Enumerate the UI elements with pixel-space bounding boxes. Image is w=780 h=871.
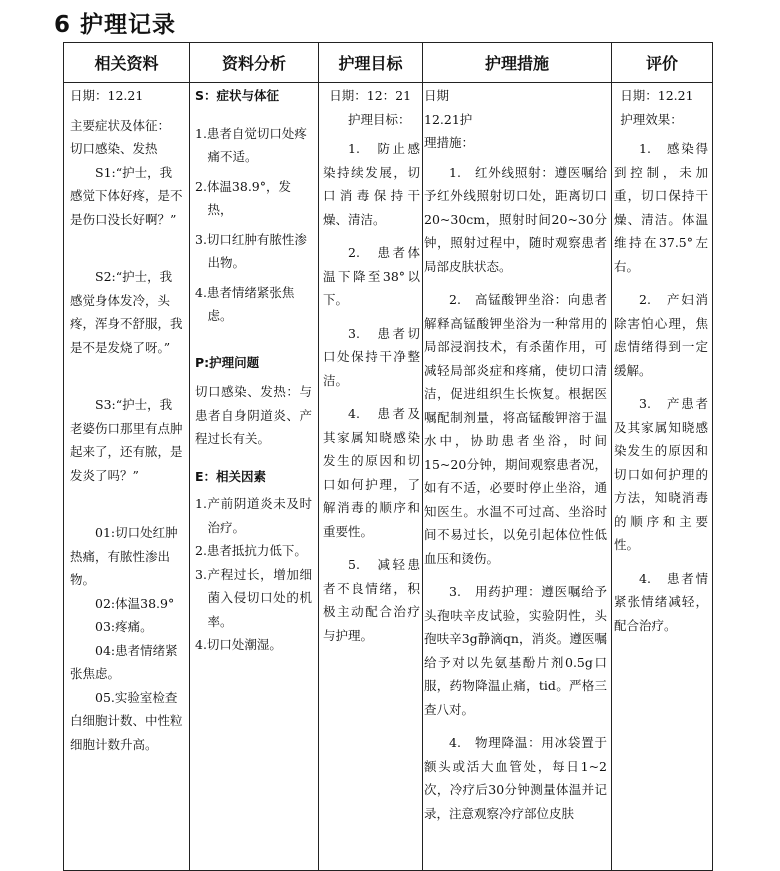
evaluation-item: 4. 患者情紧张情绪减轻，配合治疗。 [614,570,708,633]
factor-item: 1.产前阴道炎未及时治疗。 [195,496,312,535]
symptom-intro: 主要症状及体征： [70,117,171,133]
evaluation-item: 2. 产妇消除害怕心理，焦虑情绪得到一定缓解。 [614,292,708,378]
measures-heading: 理措施： [424,135,475,150]
table-row [64,83,713,871]
goal-item: 2. 患者体温下降至38°以下。 [323,245,420,307]
header-data-analysis: 资料分析 [190,43,319,83]
related-factors-heading: E：相关因素 [195,468,267,484]
cell-related-data [64,83,190,871]
analysis-item: 2.体温38.9°，发热， [195,178,292,217]
goal-date: 日期：12：21 [329,88,412,103]
header-related-data: 相关资料 [64,43,190,83]
objective-o1: 01:切口处红肿热痛，有脓性渗出物。 [70,525,178,587]
goal-item: 3. 患者切口处保持干净整洁。 [323,325,420,388]
page-title: 6 护理记录 [54,12,177,38]
goal-item: 1. 防止感染持续发展，切口消毒保持干燥、清洁。 [323,141,420,227]
objective-o3: 03:疼痛。 [95,619,153,634]
header-nursing-goal: 护理目标 [319,43,423,83]
factor-item: 4.切口处潮湿。 [195,637,282,652]
measure-item: 2. 高锰酸钾坐浴：向患者解释高锰酸钾坐浴为一种常用的局部浸润技术，有杀菌作用，可减轻局部炎症和疼痛，使切口清洁，促进组织生长恢复。根据医嘱配制剂量，将高锰酸钾溶于温水中，协助患者坐浴，时间15~20分钟，期间观察患者况，如有不适，必要时停止坐浴，通知医生。水温不可过高、坐浴时间不易过长，以免引起体位性低血压和烫伤。 [424,292,607,566]
evaluation-item: 3. 产患者及其家属知晓感染发生的原因和切口如何护理的方法，知晓消毒的顺序和主要性。 [614,396,708,552]
header-nursing-measures: 护理措施 [423,43,612,83]
goal-item: 4. 患者及其家属知晓感染发生的原因和切口如何护理，了解消毒的顺序和重要性。 [323,406,420,539]
objective-o5: 05.实验室检查白细胞计数、中性粒细胞计数升高。 [70,689,183,752]
objective-o2: 02:体温38.9° [95,595,175,611]
subjective-s3: S3:“护士，我老婆伤口那里有点肿起来了，还有脓，是发炎了吗？” [70,397,183,483]
nursing-problem-heading: P:护理问题 [195,354,260,370]
cell-nursing-goal [319,83,423,871]
subjective-s1: S1:“护士，我感觉下体好疼，是不是伤口没长好啊？” [70,164,183,227]
table-header-row [64,43,713,83]
analysis-item: 4.患者情绪紧张焦虑。 [195,284,295,323]
symptom-sign-heading: S：症状与体征 [195,88,280,103]
measures-date: 日期 [424,88,450,103]
evaluation-heading: 护理效果： [620,111,683,127]
objective-o4: 04:患者情绪紧张焦虑。 [70,642,178,681]
measure-item: 4. 物理降温：用冰袋置于额头或活大血管处，每日1~2次，冷疗后30分钟测量体温并记录，注意观察冷疗部位皮肤 [424,735,607,821]
measure-item: 3. 用药护理：遵医嘱给予头孢呋辛皮试验，实验阴性，头孢呋辛3g静滴qn，消炎。遵医嘱给予对以先氨基酚片剂0.5g口服，药物降温止痛，tid。严格三查八对。 [424,584,607,717]
analysis-item: 1.患者自觉切口处疼痛不适。 [195,125,307,164]
symptom-summary: 切口感染、发热 [70,141,158,156]
subjective-s2: S2:“护士，我感觉身体发冷，头疼，浑身不舒服，我是不是发烧了呀。” [70,269,183,355]
cell-evaluation [612,83,713,871]
cell-data-analysis [190,83,319,871]
goal-heading: 护理目标： [348,111,411,127]
analysis-item: 3.切口红肿有脓性渗出物。 [195,231,307,270]
nursing-record-table [63,42,713,871]
evaluation-item: 1. 感染得到控制，未加重，切口保持干燥、清洁。体温维持在37.5°左右。 [614,141,708,274]
measure-item: 1. 红外线照射：遵医嘱给予红外线照射切口处，距离切口20~30cm，照射时间20~30分钟，照射过程中，随时观察患者局部皮肤状态。 [424,164,607,274]
cell-nursing-measures [423,83,612,871]
factor-item: 3.产程过长，增加细菌入侵切口处的机率。 [195,566,312,629]
nursing-problem-text: 切口感染、发热：与患者自身阴道炎、产程过长有关。 [195,384,312,446]
goal-item: 5. 减轻患者不良情绪，积极主动配合治疗与护理。 [323,557,420,643]
evaluation-date: 日期：12.21 [620,88,694,103]
header-evaluation: 评价 [612,43,713,83]
related-date: 日期：12.21 [70,88,144,103]
factor-item: 2.患者抵抗力低下。 [195,543,307,558]
measures-date-2: 12.21护 [424,111,473,127]
